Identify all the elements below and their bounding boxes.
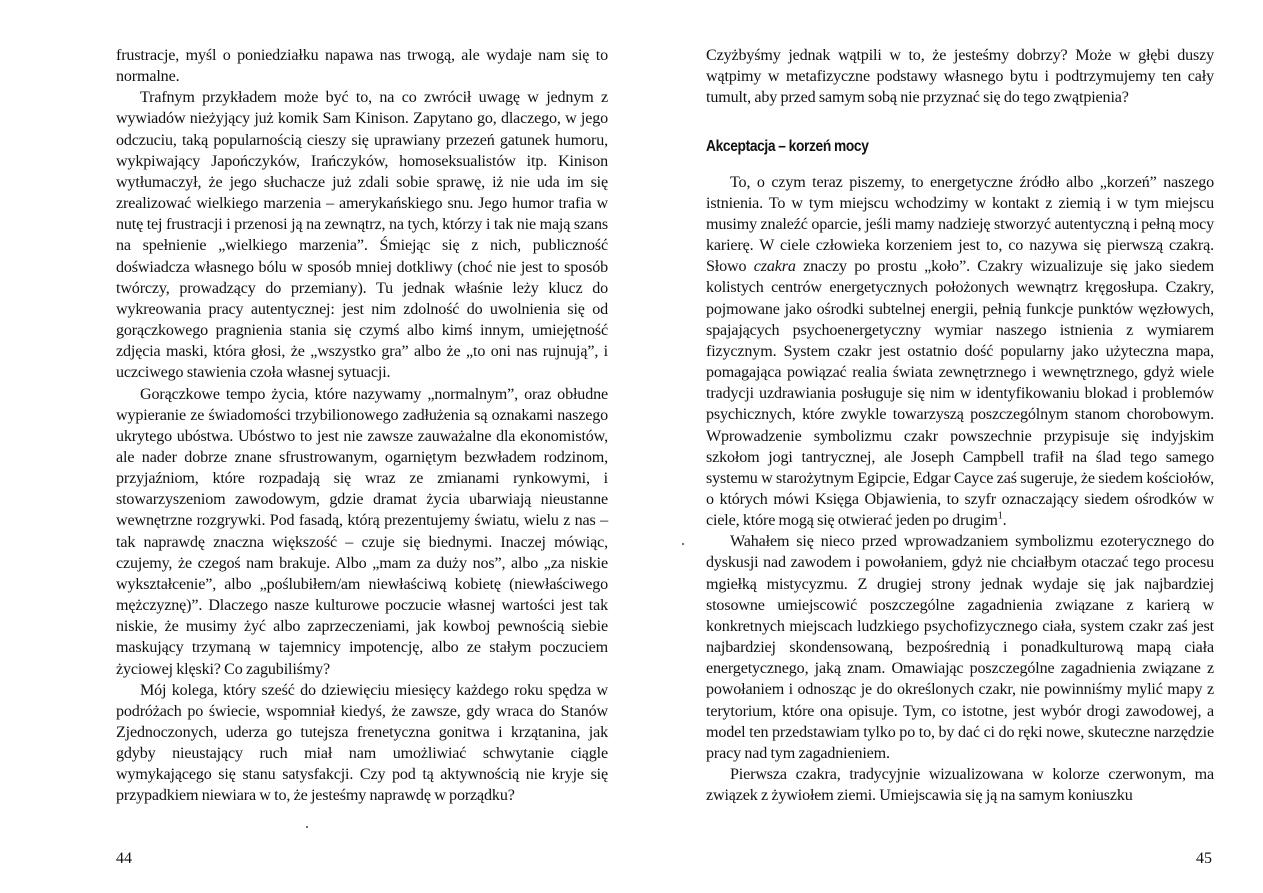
- right-paragraph-1-end: .: [1002, 512, 1007, 530]
- section-heading: Akceptacja – korzeń mocy: [706, 138, 869, 156]
- right-page-number: 45: [1196, 850, 1212, 867]
- right-page-text: [706, 45, 1214, 806]
- right-paragraph-1-text-b: znaczy po prostu „koło”. Czakry wizualizuje się jako siedem kolistych centrów energetycznych położonych wewnątrz kręgosłupa. Czakry, pojmowane jako ośrodki subtelnej energii, pełnią funkcje punktów węzłowych, spajających psychoenergetyczny wymiar naszego istnienia z wymiarem fizycznym. System czakr jest ostatnio dość popularny jako użyteczna mapa, pomagająca powiązać realia świata zewnętrznego i wewnętrznego, gdyż wiele tradycji uzdrawiania posługuje się nim w identyfikowaniu blokad i problemów psychicznych, które zwykle towarzyszą poszczególnym stanom chorobowym. Wprowadzenie symbolizmu czakr powszechnie przypisuje się indyjskim szkołom jogi tantrycznej, ale Joseph Campbell trafił na ślad tego samego systemu w starożytnym Egipcie, Edgar Cayce zaś sugeruje, że siedem kościołów, o których mówi Księga Objawienia, to szyfr oznaczający siedem ośrodków w ciele, które mogą się otwierać jeden po drugim: [706, 258, 1215, 530]
- right-paragraph-2: Wahałem się nieco przed wprowadzaniem symbolizmu ezoterycznego do dyskusji nad zawodem i powołaniem, gdyż nie chciałbym otaczać tego procesu mgiełką mistycyzmu. Z drugiej strony jednak wydaje się jak najbardziej stosowne umiejscowić poszczególne zagadnienia związane z karierą w konkretnych miejscach ludzkiego psychofizycznego ciała, system czakr zaś jest najbardziej skondensowaną, bezpośrednią i ponadkulturową mapą ciała energetycznego, jaką znam. Omawiając poszczególne zagadnienia związane z powołaniem i odnosząc je do określonych czakr, nie powinniśmy mylić mapy z terytorium, które ona opisuje. Tym, co istotne, jest wybór drogi zawodowej, a model ten przedstawiam tylko po to, by dać ci do ręki nowe, skuteczne narzędzie pracy nad tym zagadnieniem.: [706, 533, 1214, 762]
- right-paragraph-3: Pierwsza czakra, tradycyjnie wizualizowana w kolorze czerwonym, ma związek z żywiołem ziemi. Umiejscawia się ją na samym koniuszku: [706, 766, 1214, 805]
- left-paragraph-1: frustracje, myśl o poniedziałku napawa nas trwogą, ale wydaje nam się to normalne.: [116, 47, 608, 86]
- left-page: [0, 0, 631, 893]
- left-page-text: [116, 45, 608, 807]
- right-page: [631, 0, 1263, 893]
- left-page-number: 44: [116, 850, 132, 867]
- print-speck: [306, 826, 308, 828]
- italic-term-czakra: czakra: [753, 258, 796, 276]
- footnote-marker: 1: [997, 510, 1003, 522]
- left-paragraph-4: Mój kolega, który sześć do dziewięciu miesięcy każdego roku spędza w podróżach po świecie, wspomniał kiedyś, że zawsze, gdy wraca do Stanów Zjednoczonych, uderza go tutejsza frenetyczna gonitwa i krzątanina, jak gdyby nieustający ruch miał nam umożliwiać schwytanie ciągle wymykającego się stanu satysfakcji. Czy pod tą aktywnością nie kryje się przypadkiem niewiara w to, że jesteśmy naprawdę w porządku?: [116, 681, 608, 805]
- left-paragraph-2: Trafnym przykładem może być to, na co zwrócił uwagę w jednym z wywiadów nieżyjący już komik Sam Kinison. Zapytano go, dlaczego, w jego odczuciu, taką popularnością cieszy się uprawiany przezeń gatunek humoru, wykpiwający Japończyków, Irańczyków, homoseksualistów itp. Kinison wytłumaczył, że jego słuchacze już zdali sobie sprawę, iż nie uda im się zrealizować wielkiego marzenia – amerykańskiego snu. Jego humor trafia w nutę tej frustracji i przenosi ją na zewnątrz, na tych, którzy i tak nie mają szans na spełnienie „wielkiego marzenia”. Śmiejąc się z nich, publiczność doświadcza własnego bólu w sposób mniej dotkliwy (choć nie jest to sposób twórczy, prowadzący do przemiany). Tu jednak właśnie leży klucz do wykreowania pracy autentycznej: jest nim zdolność do uwolnienia się od gorączkowego pragnienia stania się czymś albo kimś innym, umiejętność zdjęcia maski, która głosi, że „wszystko gra” albo że „to oni nas rujnują”, i uczciwego stawienia czoła własnej sytuacji.: [116, 89, 608, 382]
- print-speck: [682, 543, 684, 545]
- right-paragraph-1-text-a: To, o czym teraz piszemy, to energetyczne źródło albo „korzeń” naszego istnienia. To w tym miejscu wchodzimy w kontakt z ziemią i w tym miejscu musimy znaleźć oparcie, jeśli mamy nadzieję stworzyć autentyczną i pełną mocy karierę. W ciele człowieka korzeniem jest to, co nazywa się pierwszą czakrą. Słowo: [706, 173, 1214, 276]
- right-paragraph-1: [706, 172, 1214, 532]
- left-paragraph-3: Gorączkowe tempo życia, które nazywamy „normalnym”, oraz obłudne wypieranie ze świadomości trzybilionowego zadłużenia są oznakami naszego ukrytego ubóstwa. Ubóstwo to jest nie zawsze zauważalne dla ekonomistów, ale nader dobrze znane sfrustrowanym, ogarniętym bezwładem rodzinom, przyjaźniom, które rozpadają się wraz ze zmianami rynkowymi, i stowarzyszeniom zawodowym, gdzie dramat życia ubarwiają nieustanne wewnętrzne rozgrywki. Pod fasadą, którą prezentujemy światu, wielu z nas – tak naprawdę znaczna większość – czuje się biednymi. Inaczej mówiąc, czujemy, że czegoś nam brakuje. Albo „mam za duży nos”, albo „za niskie wykształcenie”, albo „poślubiłem/am niewłaściwą kobietę (niewłaściwego mężczyznę)”. Dlaczego nasze kulturowe poczucie własnej wartości jest tak niskie, że musimy żyć albo zaprzeczeniami, jak kowboj pewnością siebie maskujący trzymaną w tajemnicy impotencję, albo ze stałym poczuciem życiowej klęski? Co zagubiliśmy?: [116, 385, 608, 678]
- right-intro-paragraph: Czyżbyśmy jednak wątpili w to, że jesteśmy dobrzy? Może w głębi duszy wątpimy w metafizyczne podstawy własnego bytu i podtrzymujemy ten cały tumult, aby przed samym sobą nie przyznać się do tego zwątpienia?: [706, 47, 1214, 107]
